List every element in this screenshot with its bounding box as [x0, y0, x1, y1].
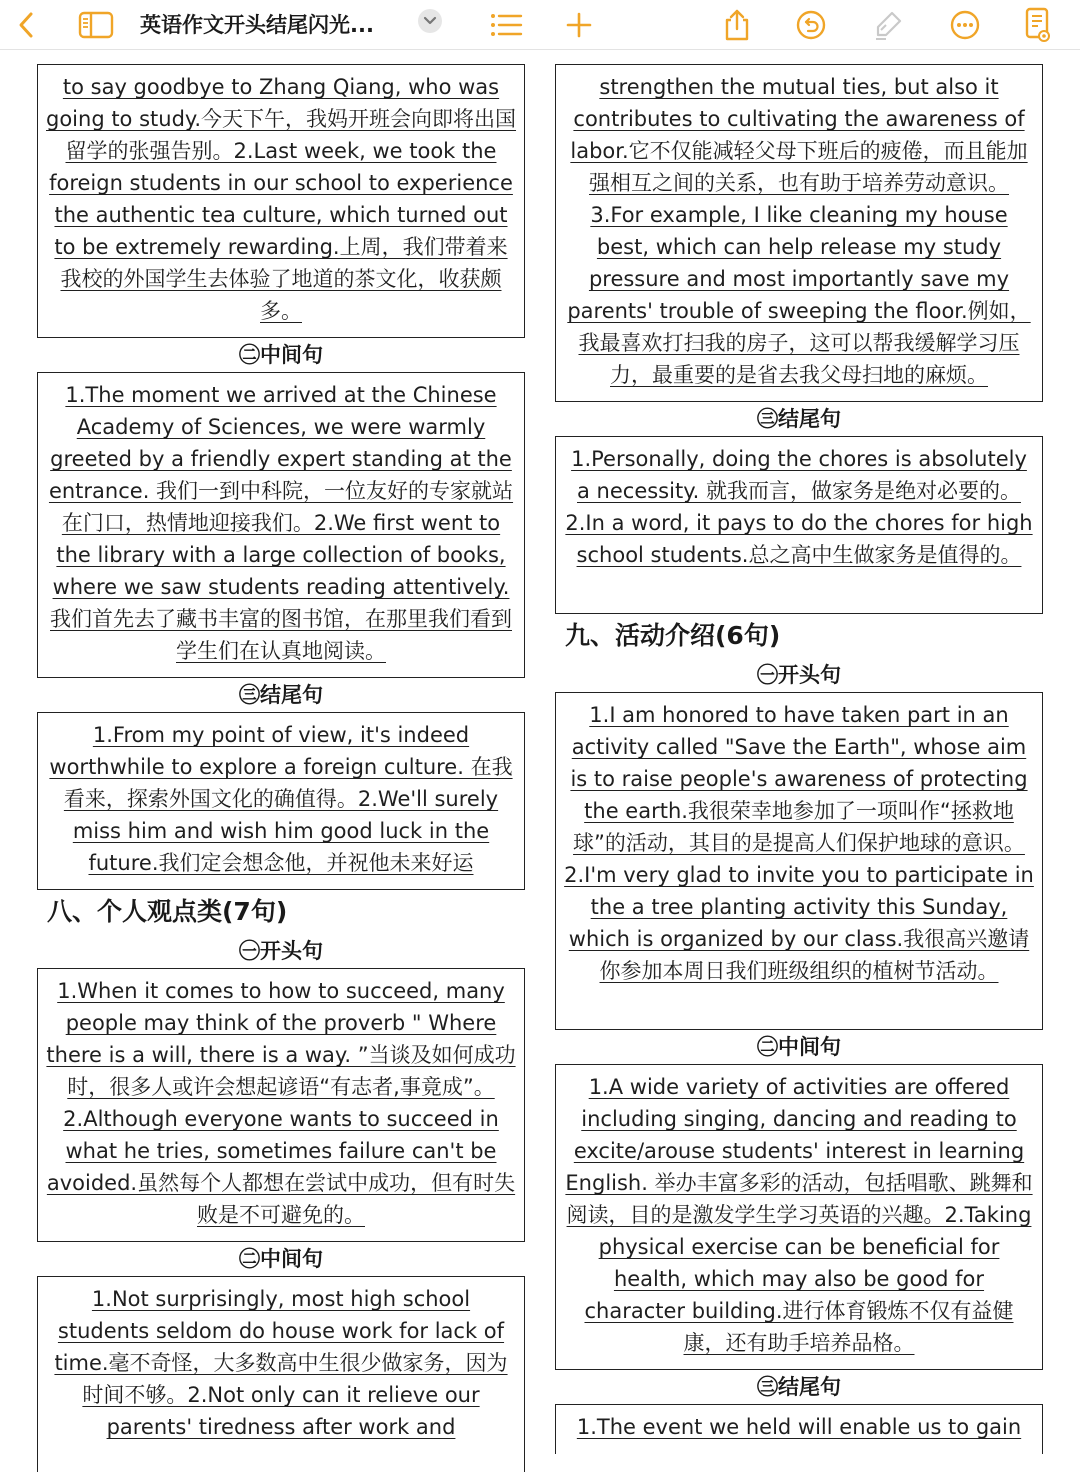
text-box-ending-sentences [37, 712, 525, 890]
subheading-ending: ㊂结尾句 [239, 683, 323, 707]
text-box-middle-sentences [555, 1064, 1043, 1370]
box-text: 1.A wide variety of activities are offered including singing, dancing and reading to excite/arouse students' interest in learning English. 举办丰富多彩的活动，包括唱歌、跳舞和阅读，目的是激发学生学习英语的兴趣。2.Taking physical exercise can be beneficial for health, which may also be good for character building.进行体育锻炼不仅有益健康，还有助手培养品格。 [565, 1075, 1033, 1355]
text-box-middle-sentences [37, 1276, 525, 1472]
box-text: 1.Personally, doing the chores is absolutely a necessity. 就我而言，做家务是绝对必要的。2.In a word, it pays to do the chores for high school students.总之高中生做家务是值得的。 [565, 447, 1033, 567]
plus-icon[interactable] [560, 5, 598, 45]
text-box-middle-sentences-cont [555, 64, 1043, 402]
top-toolbar [0, 0, 1080, 50]
subheading-ending: ㊂结尾句 [757, 1375, 841, 1399]
subheading-ending: ㊂结尾句 [757, 407, 841, 431]
back-icon[interactable] [8, 5, 44, 45]
text-box-middle-sentences [37, 372, 525, 678]
sidebar-icon[interactable] [76, 5, 116, 45]
left-column [37, 64, 525, 1472]
text-box-ending-sentences [555, 1404, 1043, 1454]
box-text: 1.From my point of view, it's indeed worthwhile to explore a foreign culture. 在我看来，探索外国文化的确值得。2.We'll surely miss him and wish him good luck in the future.我们定会想念他，并祝他未来好运 [49, 723, 513, 875]
box-text: 1.Not surprisingly, most high school students seldom do house work for lack of time.毫不奇怪，大多数高中生很少做家务，因为时间不够。2.Not only can it relieve our parents' tiredness after work and [54, 1287, 508, 1439]
box-text: 1.The event we held will enable us to gain [576, 1415, 1022, 1439]
box-text: 1.When it comes to how to succeed, many people may think of the proverb " Where there is a will, there is a way. ”当谈及如何成功时，很多人或许会想起谚语“有志者,事竟成”。2.Although everyone wants to succeed in what he tries, sometimes failure can't be avoided.虽然每个人都想在尝试中成功，但有时失败是不可避免的。 [46, 979, 516, 1227]
text-box-opening-sentences [37, 968, 525, 1242]
box-text: 1.The moment we arrived at the Chinese Academy of Sciences, we were warmly greeted by a friendly expert standing at the entrance. 我们一到中科院，一位友好的专家就站在门口，热情地迎接我们。2.We first went to the library with a large collection of books, where we saw students reading attentively.我们首先去了藏书丰富的图书馆，在那里我们看到学生们在认真地阅读。 [48, 383, 514, 663]
text-box-ending-sentences [555, 436, 1043, 614]
subheading-middle: ㊁中间句 [239, 1247, 323, 1271]
subheading-middle: ㊁中间句 [757, 1035, 841, 1059]
document-title[interactable]: 英语作文开头结尾闪光... [140, 13, 374, 37]
category-heading-activity-intro: 九、活动介绍(6句) [565, 621, 781, 650]
share-icon[interactable] [718, 5, 756, 45]
markup-icon[interactable] [868, 5, 908, 45]
box-text: to say goodbye to Zhang Qiang, who was going to study.今天下午，我妈开班会向即将出国留学的张强告别。2.Last week, we took the foreign students in our school to experience the authentic tea culture, which turned out to be extremely rewarding.上周，我们带着来我校的外国学生去体验了地道的茶文化，收获颇多。 [46, 75, 517, 323]
list-icon[interactable] [486, 5, 526, 45]
box-text: 1.I am honored to have taken part in an activity called "Save the Earth", whose aim is to raise people's awareness of protecting the earth.我很荣幸地参加了一项叫作“拯救地球”的活动，其目的是提高人们保护地球的意识。2.I'm very glad to invite you to participate in the a tree planting activity this Sunday, which is organized by our class.我很高兴邀请你参加本周日我们班级组织的植树节活动。 [564, 703, 1034, 983]
text-box-tour-sentences [37, 64, 525, 338]
undo-icon[interactable] [792, 5, 830, 45]
text-box-opening-sentences [555, 692, 1043, 1030]
chevron-down-icon[interactable] [418, 9, 442, 33]
category-heading-personal-opinion: 八、个人观点类(7句) [47, 897, 288, 926]
doc-view-icon[interactable] [1020, 5, 1056, 45]
subheading-opening: ㊀开头句 [239, 939, 323, 963]
more-icon[interactable] [946, 5, 984, 45]
box-text: strengthen the mutual ties, but also it contributes to cultivating the awareness of labor.它不仅能减轻父母下班后的疲倦，而且能加强相互之间的关系，也有助于培养劳动意识。3.For example, I like cleaning my house best, which can help release my study pressure and most importantly save my parents' trouble of sweeping the floor.例如，我最喜欢打扫我的房子，这可以帮我缓解学习压力，最重要的是省去我父母扫地的麻烦。 [567, 75, 1031, 387]
subheading-middle: ㊁中间句 [239, 343, 323, 367]
subheading-opening: ㊀开头句 [757, 663, 841, 687]
right-column [555, 64, 1043, 1454]
